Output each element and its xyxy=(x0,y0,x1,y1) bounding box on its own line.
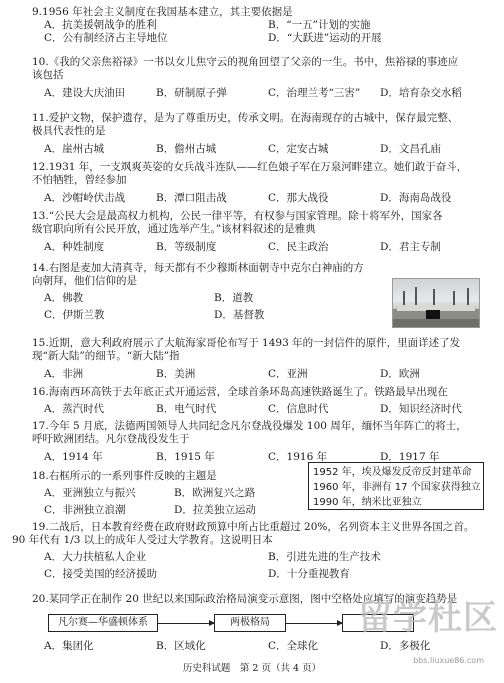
option-c: C．1916 年 xyxy=(268,451,328,463)
question-stem-cont: 不怕牺牲，曾经参加 xyxy=(32,174,127,186)
question-17 xyxy=(32,420,492,464)
question-stem: “公民大会是最高权力机构，公民一律平等，有权参与国家管理。除十将军外，国家各 xyxy=(48,210,443,222)
watermark-url: bbs.liuxue86.com xyxy=(413,656,484,665)
event-1952: 1952 年，埃及爆发反帝反封建革命 xyxy=(313,467,472,478)
option-d: D．培育杂交水稻 xyxy=(380,87,462,99)
option-d: D．拉美独立运动 xyxy=(174,504,256,516)
question-number: 17. xyxy=(32,420,49,432)
question-stem: 1956 年社会主义制度在我国基本建立，其主要依据是 xyxy=(42,6,293,18)
question-20-options xyxy=(32,640,492,653)
question-stem: 今年 5 月底，法德两国领导人共同纪念凡尔登战役爆发 100 周年，缅怀当年阵亡的将士， xyxy=(48,420,467,432)
option-b: B．美洲 xyxy=(156,368,196,380)
question-13 xyxy=(32,210,492,254)
option-a: A．沙帽岭伏击战 xyxy=(44,192,126,204)
option-a: A．种姓制度 xyxy=(44,241,105,253)
question-number: 15. xyxy=(32,337,49,349)
question-stem: 右框所示的一系列事件反映的主题是 xyxy=(48,470,217,482)
question-stem: 爱护文物，保护遗存，是为了尊重历史，传承文明。在海南现存的古城中，保存最完整、 xyxy=(48,112,459,124)
options xyxy=(32,87,492,100)
mosque-photo xyxy=(393,279,479,327)
option-a: A．大力扶植私人企业 xyxy=(44,551,147,563)
options xyxy=(32,292,386,305)
question-stem-cont: 90 年代有 1/3 以上的成年人受过大学教育。这说明日本 xyxy=(12,534,273,546)
option-a: A．非洲 xyxy=(44,368,84,380)
question-number: 20. xyxy=(32,593,49,605)
option-b: B．引进先进的生产技术 xyxy=(268,551,381,563)
option-c: C．全球化 xyxy=(268,640,319,652)
events-box xyxy=(308,462,484,510)
option-c: C．治理兰考“三害” xyxy=(268,87,361,99)
question-number: 13. xyxy=(32,210,49,222)
question-stem: 二战后，日本教育经费在政府财政预算中所占比重超过 20%，名列资本主义世界各国之首。 xyxy=(48,521,475,533)
options xyxy=(32,368,492,381)
question-number: 11. xyxy=(32,112,49,124)
question-number: 10. xyxy=(32,56,49,68)
watermark-logo: 留学杜区 xyxy=(358,598,498,638)
options xyxy=(32,32,492,45)
question-stem-cont: 呼吁欧洲团结。凡尔登战役发生于 xyxy=(32,433,190,445)
question-stem: 近期，意大利政府展示了大航海家哥伦布写于 1493 年的一封信件的原件，里面详述了发 xyxy=(48,337,461,349)
question-number: 18. xyxy=(32,470,49,482)
options xyxy=(32,192,492,205)
option-d: D．知识经济时代 xyxy=(380,403,462,415)
flow-box-versailles: 凡尔赛—华盛顿体系 xyxy=(48,614,158,632)
options xyxy=(32,309,386,322)
option-c: C．伊斯兰教 xyxy=(44,309,105,321)
flow-box-bipolar: 两极格局 xyxy=(214,614,286,632)
option-b: B．儋州古城 xyxy=(156,143,217,155)
option-b: B．研制原子弹 xyxy=(156,87,227,99)
option-a: A．1914 年 xyxy=(44,451,103,463)
option-b: B．“一五”计划的实施 xyxy=(268,19,371,31)
option-a: A．抗美援朝战争的胜利 xyxy=(44,19,157,31)
question-stem: 某同学正在制作 20 世纪以来国际政治格局演变示意图，图中空格处应填写的演变趋势是 xyxy=(48,593,458,605)
option-d: D．欧洲 xyxy=(380,368,420,380)
option-d: D．文昌孔庙 xyxy=(380,143,441,155)
question-stem-cont: 向朝拜，他们信仰的是 xyxy=(32,275,137,287)
options xyxy=(32,487,304,500)
option-b: B．欧洲复兴之路 xyxy=(174,487,256,499)
option-b: B．电气时代 xyxy=(156,403,217,415)
option-d: D．君主专制 xyxy=(380,241,441,253)
option-d: D．“大跃进”运动的开展 xyxy=(268,32,382,44)
flow-arrow-1 xyxy=(158,623,214,624)
mecca-mosque-image xyxy=(392,278,480,328)
option-a: A．亚洲独立与振兴 xyxy=(44,487,136,499)
question-14 xyxy=(32,262,386,322)
question-number: 14. xyxy=(32,262,49,274)
question-number: 16. xyxy=(32,386,49,398)
option-d: D．基督教 xyxy=(214,309,265,321)
option-d: D．海南岛战役 xyxy=(380,192,452,204)
option-c: C．民主政治 xyxy=(268,241,329,253)
question-stem: 海南西环高铁于去年底正式开通运营，全球首条环岛高速铁路诞生了。铁路最早出现在 xyxy=(48,386,448,398)
options xyxy=(32,504,304,517)
question-12 xyxy=(32,161,492,205)
option-c: C．定安古城 xyxy=(268,143,329,155)
option-c: C．那大战役 xyxy=(268,192,329,204)
options xyxy=(32,640,492,653)
question-number: 19. xyxy=(32,521,49,533)
options xyxy=(32,403,492,416)
option-a: A．建设大庆油田 xyxy=(44,87,126,99)
option-c: C．非洲独立浪潮 xyxy=(44,504,126,516)
option-c: C．信息时代 xyxy=(268,403,329,415)
flow-arrow-2 xyxy=(286,623,342,624)
option-c: C．公有制经济占主导地位 xyxy=(44,32,168,44)
question-stem: 1931 年，一支飒爽英姿的女兵战斗连队——红色娘子军在万泉河畔建立。她们敢于奋斗， xyxy=(48,161,468,173)
option-d: D．十分重视教育 xyxy=(268,568,350,580)
option-c: C．亚洲 xyxy=(268,368,308,380)
option-a: A．集团化 xyxy=(44,640,94,652)
option-d: D．多极化 xyxy=(380,640,431,652)
option-b: B．区域化 xyxy=(156,640,206,652)
question-stem: 《我的父亲焦裕禄》一书以女儿焦守云的视角回望了父亲的一生。书中，焦裕禄的事迹应 xyxy=(48,56,459,68)
event-1960: 1960 年，非洲有 17 个国家获得独立 xyxy=(313,482,481,493)
question-stem: 右图是麦加大清真寺，每天都有不少穆斯林面朝寺中克尔白神庙的方 xyxy=(48,262,364,274)
option-a: A．崖州古城 xyxy=(44,143,105,155)
options xyxy=(32,241,492,254)
question-11 xyxy=(32,112,492,156)
question-number: 12. xyxy=(32,161,49,173)
option-b: B．道教 xyxy=(214,292,254,304)
option-c: C．接受美国的经济援助 xyxy=(44,568,158,580)
options xyxy=(32,551,492,564)
question-16 xyxy=(32,386,492,416)
option-d: D．1917 年 xyxy=(380,451,440,463)
options xyxy=(32,19,492,32)
option-b: B．潭口阻击战 xyxy=(156,192,227,204)
question-15 xyxy=(32,337,492,381)
question-9 xyxy=(32,6,492,45)
question-stem-cont: 级官职向所有公民开放，通过选举产生。”该材料叙述的是雅典 xyxy=(32,223,316,235)
event-1990: 1990 年，纳米比亚独立 xyxy=(313,497,422,508)
option-b: B．1915 年 xyxy=(156,451,215,463)
question-number: 9. xyxy=(32,6,43,18)
question-18 xyxy=(32,470,304,517)
page-footer: 历史科试题 第 2 页（共 4 页） xyxy=(182,663,322,674)
question-stem-cont: 极具代表性的是 xyxy=(32,125,106,137)
question-stem-cont: 该包括 xyxy=(32,69,64,81)
question-19 xyxy=(12,521,492,581)
option-b: B．等级制度 xyxy=(156,241,217,253)
option-a: A．佛教 xyxy=(44,292,84,304)
options xyxy=(32,568,492,581)
options xyxy=(32,143,492,156)
option-a: A．蒸汽时代 xyxy=(44,403,105,415)
question-10 xyxy=(32,56,492,100)
question-stem-cont: 现“新大陆”的细节。“新大陆”指 xyxy=(32,350,180,362)
